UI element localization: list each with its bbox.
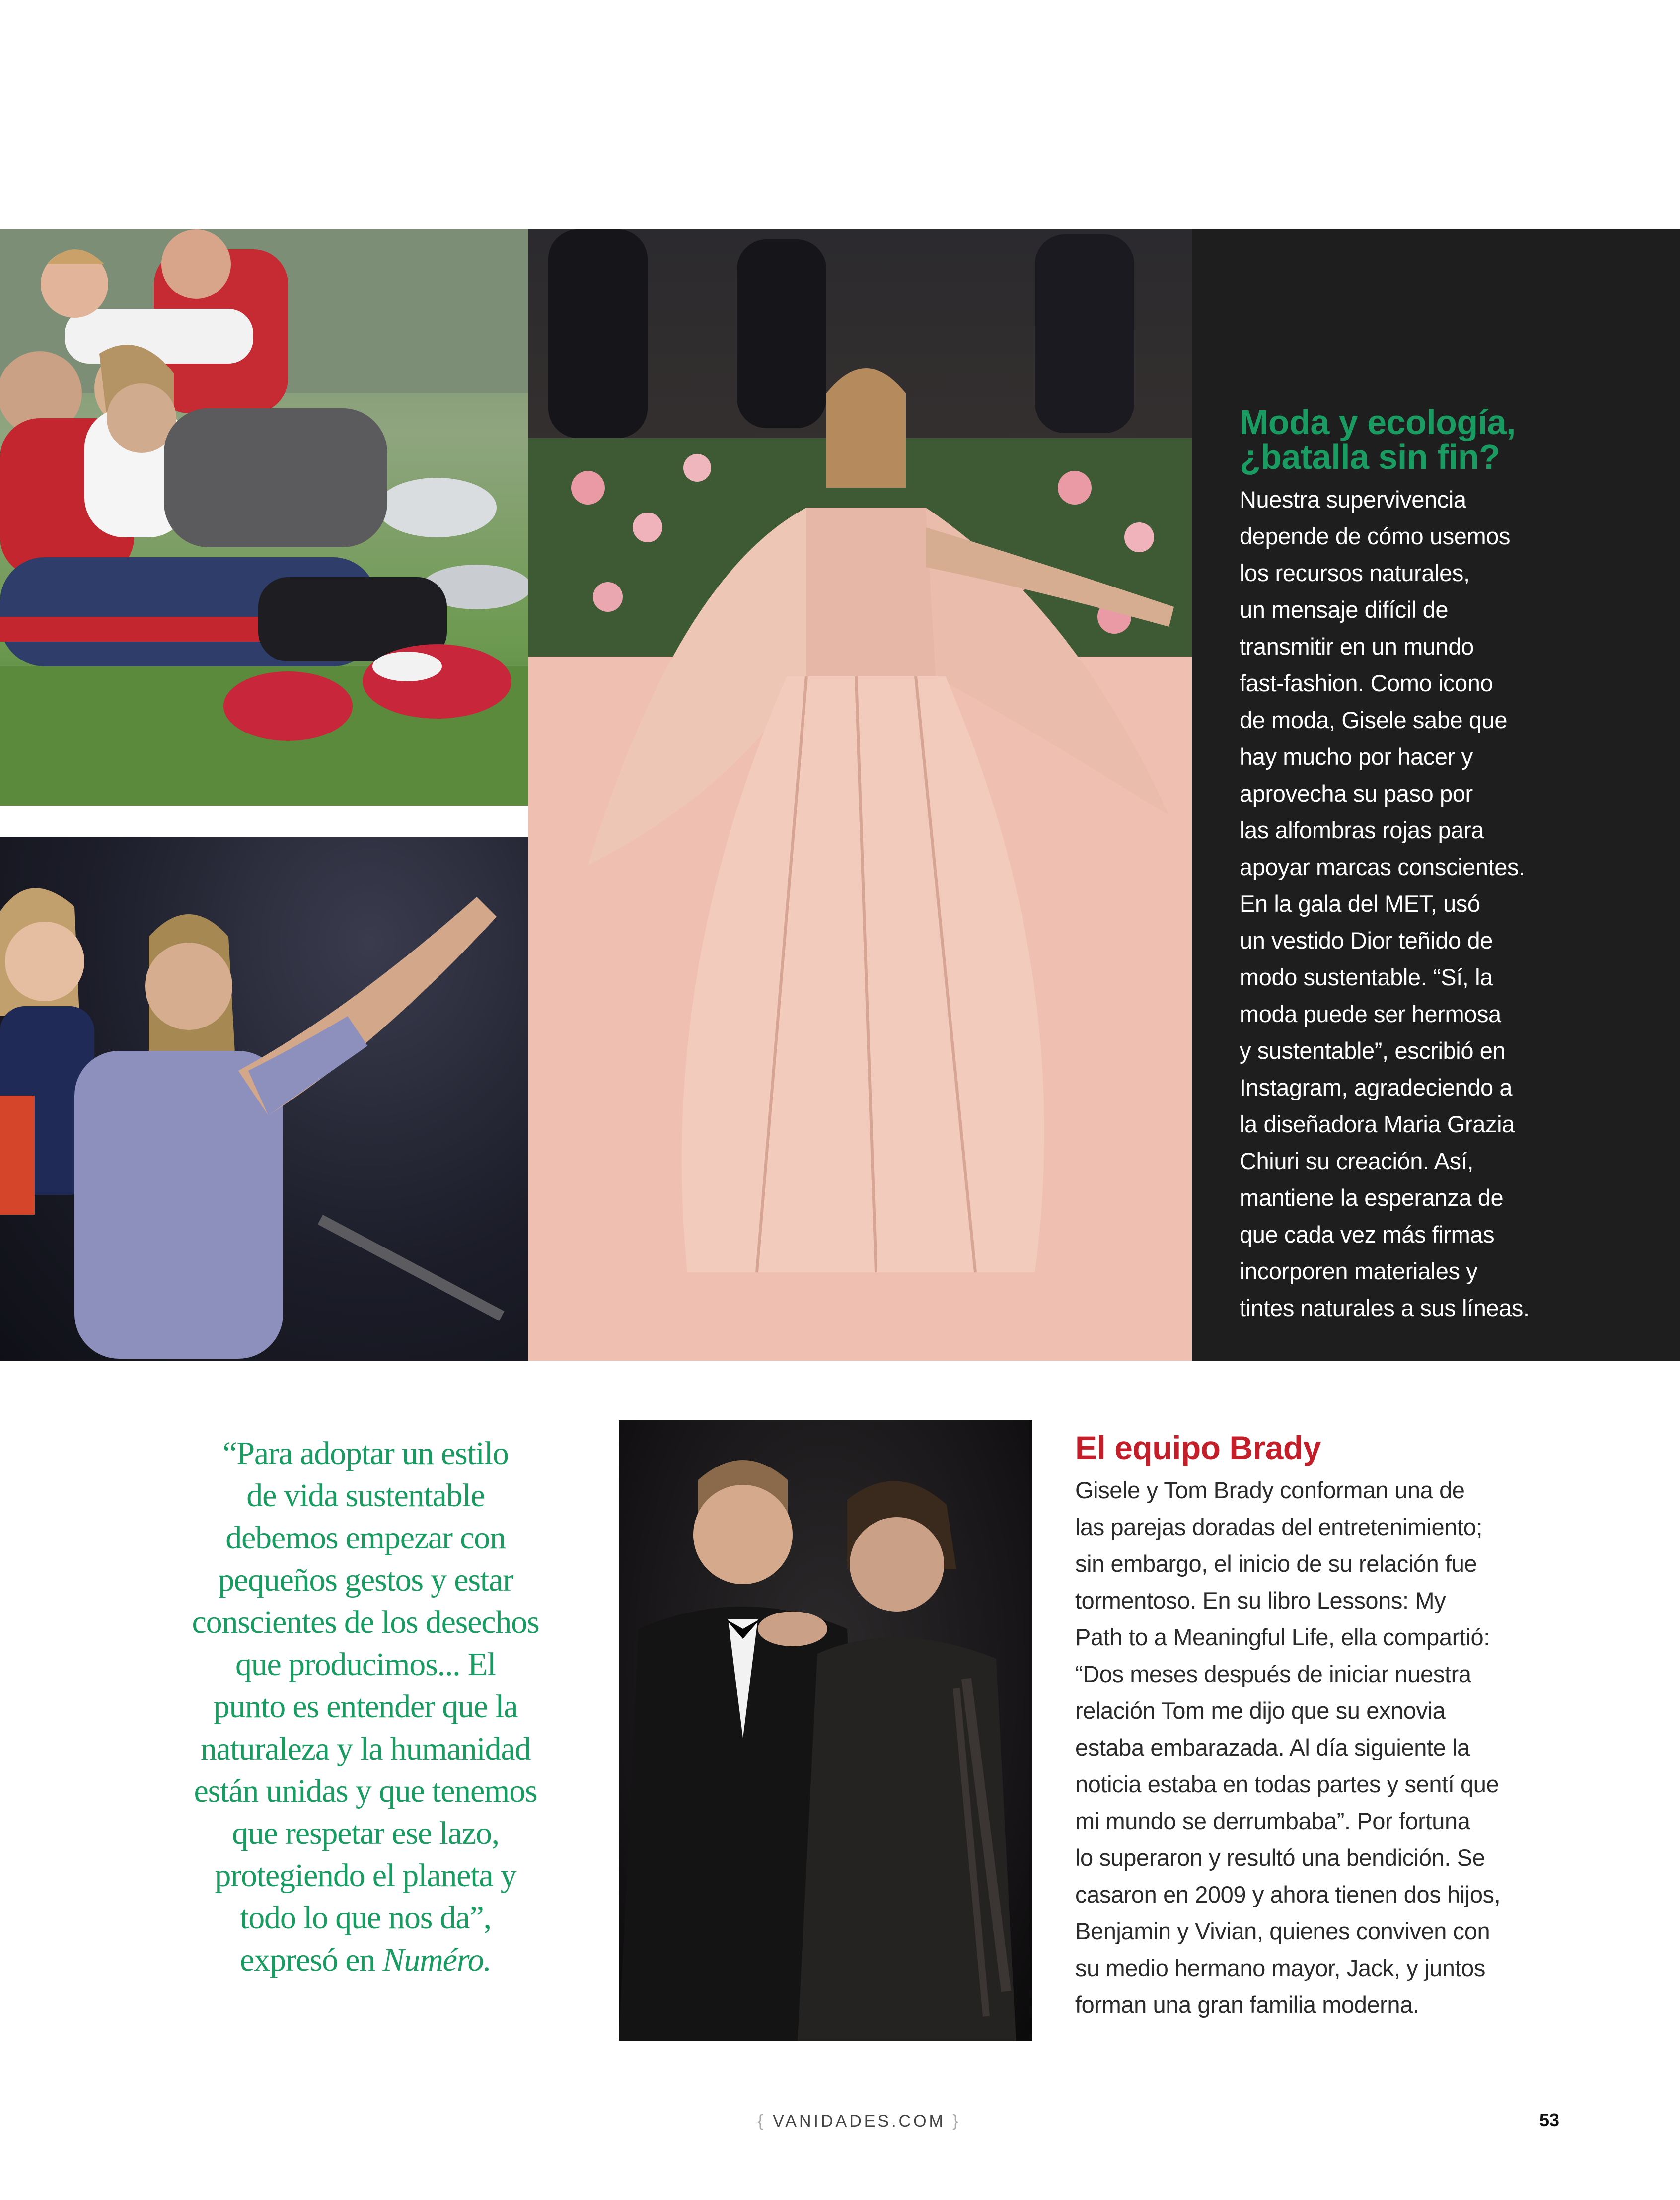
quote-line: que producimos... El [235,1646,496,1683]
brady-line: noticia estaba en todas partes y sentí que [1075,1771,1499,1797]
sidebar-line: la diseñadora Maria Grazia [1240,1111,1515,1137]
fashion-ecology-sidebar [1240,405,1647,1326]
quote-line: debemos empezar con [225,1520,506,1556]
sidebar-title-line-2: ¿batalla sin fin? [1240,438,1500,476]
brady-line: Benjamin y Vivian, quienes conviven con [1075,1918,1490,1944]
brady-line: forman una gran familia moderna. [1075,1991,1419,2018]
footer-brace-close: } [952,2112,961,2130]
sidebar-line: moda puede ser hermosa [1240,1001,1501,1027]
quote-line: pequeños gestos y estar [218,1562,513,1598]
quote-line: punto es entender que la [213,1688,518,1725]
couple-photo [619,1420,1032,2041]
sidebar-line: apoyar marcas conscientes. [1240,854,1525,880]
sidebar-title-line-1: Moda y ecología, [1240,403,1516,441]
met-gala-gown-photo [528,229,1192,1361]
photo-divider [0,806,528,837]
quote-line: que respetar ese lazo, [232,1815,499,1851]
sidebar-line: los recursos naturales, [1240,560,1470,586]
brady-line: estaba embarazada. Al día siguiente la [1075,1734,1470,1760]
brady-line: su medio hermano mayor, Jack, y juntos [1075,1955,1485,1981]
sidebar-title [1240,405,1647,474]
brady-line: casaron en 2009 y ahora tienen dos hijos, [1075,1881,1501,1907]
sidebar-line: transmitir en un mundo [1240,633,1474,660]
sidebar-line: de moda, Gisele sabe que [1240,707,1508,733]
sidebar-line: Nuestra supervivencia [1240,486,1466,513]
family-field-photo [0,229,528,806]
footer-site-label: VANIDADES.COM [773,2112,946,2130]
sidebar-line: un mensaje difícil de [1240,596,1449,623]
sidebar-line: mantiene la esperanza de [1240,1184,1504,1211]
quote-line: conscientes de los desechos [192,1604,539,1640]
sidebar-line: las alfombras rojas para [1240,817,1484,843]
quote-line: todo lo que nos da”, [240,1900,491,1936]
quote-line: “Para adoptar un estilo [222,1435,509,1471]
brady-line: “Dos meses después de iniciar nuestra [1075,1661,1471,1687]
quote-attribution-source: Numéro. [382,1942,491,1978]
quote-attribution [240,1942,491,1978]
brady-title: El equipo Brady [1075,1429,1321,1466]
sidebar-line: Instagram, agradeciendo a [1240,1074,1513,1100]
brady-line: relación Tom me dijo que su exnovia [1075,1697,1446,1724]
quote-line: están unidas y que tenemos [194,1773,537,1809]
brady-line: Gisele y Tom Brady conforman una de [1075,1477,1465,1503]
sidebar-line: modo sustentable. “Sí, la [1240,964,1493,990]
brady-line: mi mundo se derrumbaba”. Por fortuna [1075,1808,1470,1834]
pull-quote [147,1432,584,1981]
quote-attribution-prefix: expresó en [240,1942,383,1978]
brady-article [1075,1430,1572,2023]
brady-line: tormentoso. En su libro Lessons: My [1075,1587,1446,1613]
brady-line: lo superaron y resultó una bendición. Se [1075,1844,1485,1871]
sidebar-line: depende de cómo usemos [1240,523,1511,549]
sidebar-body [1240,481,1647,1326]
page-number: 53 [1539,2110,1559,2130]
sidebar-line: y sustentable”, escribió en [1240,1037,1506,1064]
sidebar-line: aprovecha su paso por [1240,780,1473,807]
footer-brace-open: { [757,2112,766,2130]
sidebar-line: En la gala del MET, usó [1240,890,1480,917]
brady-body [1075,1472,1572,2023]
celebration-photo [0,837,528,1361]
sidebar-line: fast-fashion. Como icono [1240,670,1493,696]
sidebar-line: Chiuri su creación. Así, [1240,1148,1474,1174]
brady-line: sin embargo, el inicio de su relación fue [1075,1550,1477,1577]
quote-line: naturaleza y la humanidad [200,1731,531,1767]
sidebar-line: tintes naturales a sus líneas. [1240,1295,1530,1321]
sidebar-line: un vestido Dior teñido de [1240,927,1493,953]
brady-line: las parejas doradas del entretenimiento; [1075,1514,1483,1540]
sidebar-line: hay mucho por hacer y [1240,743,1473,770]
quote-line: de vida sustentable [246,1477,485,1514]
footer-website [685,2112,1033,2131]
quote-line: protegiendo el planeta y [215,1857,516,1894]
brady-line: Path to a Meaningful Life, ella compartió: [1075,1624,1490,1650]
sidebar-line: que cada vez más firmas [1240,1221,1495,1247]
sidebar-line: incorporen materiales y [1240,1258,1478,1284]
